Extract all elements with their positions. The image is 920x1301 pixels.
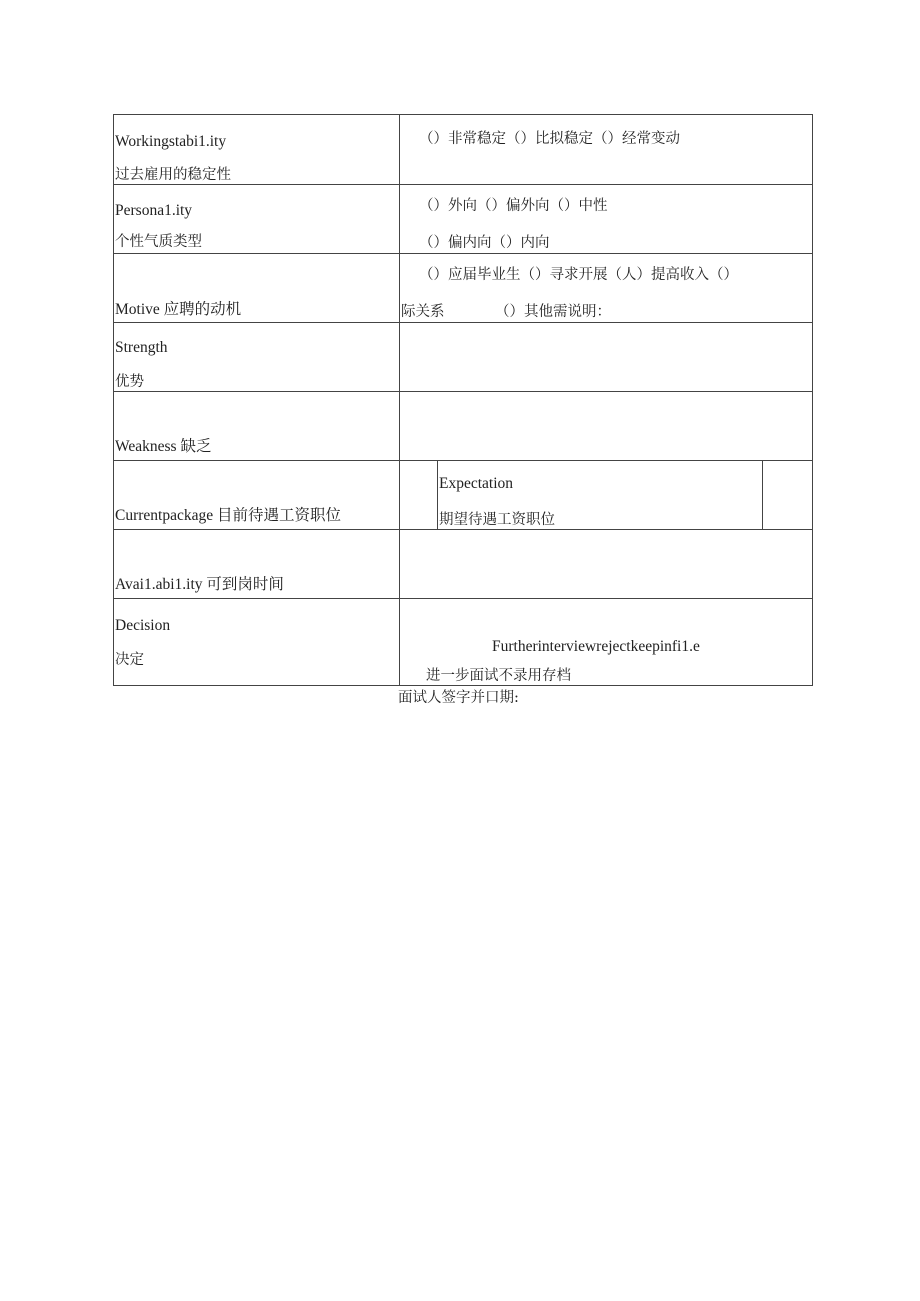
strength-label-en: Strength [115, 339, 168, 356]
interviewer-signature-date[interactable]: 面试人签字并口期: [398, 690, 519, 706]
decision-options-cn[interactable]: 进一步面试不录用存档 [426, 668, 571, 684]
availability-input-area[interactable] [400, 530, 812, 597]
motive-other-option[interactable]: （）其他需说明： [495, 304, 611, 320]
working-stability-label-en: Workingstabi1.ity [115, 133, 227, 150]
motive-options-line2: 际关系 [401, 304, 445, 320]
expectation-label-en: Expectation [439, 475, 514, 492]
weakness-label: Weakness 缺乏 [115, 438, 212, 455]
decision-options-en[interactable]: Furtherinterviewrejectkeepinfi1.e [492, 638, 700, 655]
availability-label: Avai1.abi1.ity 可到岗时间 [115, 576, 284, 593]
motive-options-line1[interactable]: （）应届毕业生（）寻求开展（人）提高收入（） [419, 267, 738, 283]
row-divider [114, 460, 812, 461]
expectation-label-cn: 期望待遇工资职位 [439, 512, 555, 528]
expectation-cell-left-border [437, 460, 438, 529]
strength-label-cn: 优势 [115, 374, 144, 390]
motive-label: Motive 应聘的动机 [115, 301, 242, 318]
current-package-input[interactable] [400, 461, 436, 528]
weakness-input-area[interactable] [400, 392, 812, 459]
interview-evaluation-form [113, 114, 813, 686]
working-stability-label-cn: 过去雇用的稳定性 [115, 167, 231, 183]
decision-label-cn: 决定 [115, 652, 144, 668]
personality-label-en: Persona1.ity [115, 202, 193, 219]
row-divider [114, 253, 812, 254]
row-divider [114, 184, 812, 185]
strength-input-area[interactable] [400, 323, 812, 390]
current-package-label: Currentpackage 目前待遇工资职位 [115, 507, 341, 524]
personality-options-line2[interactable]: （）偏内向（）内向 [419, 235, 550, 251]
personality-options-line1[interactable]: （）外向（）偏外向（）中性 [419, 198, 608, 214]
row-divider [114, 598, 812, 599]
decision-label-en: Decision [115, 617, 171, 634]
working-stability-options[interactable]: （）非常稳定（）比拟稳定（）经常变动 [419, 131, 680, 147]
expectation-input[interactable] [763, 461, 812, 528]
personality-label-cn: 个性气质类型 [115, 234, 202, 250]
